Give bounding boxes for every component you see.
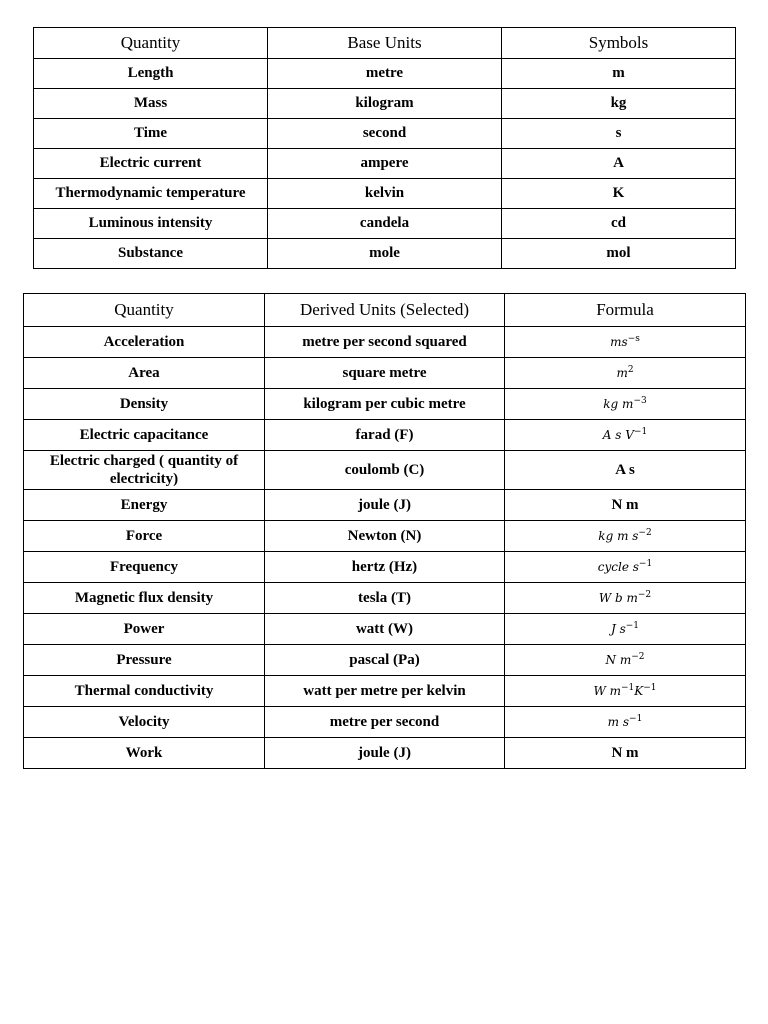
table-row <box>34 209 736 239</box>
unit-cell: ampere <box>268 149 502 179</box>
table-row <box>24 327 746 358</box>
formula-cell: A s <box>505 451 746 490</box>
quantity-cell: Length <box>34 59 268 89</box>
formula-exponent: −2 <box>631 652 645 662</box>
quantity-cell: Substance <box>34 239 268 269</box>
quantity-cell: Frequency <box>24 552 265 583</box>
formula-cell <box>505 358 746 389</box>
formula-exponent: −1 <box>638 559 653 569</box>
unit-cell: mole <box>268 239 502 269</box>
formula-base: kg m s <box>598 529 639 543</box>
quantity-cell: Energy <box>24 490 265 521</box>
formula-cell <box>505 707 746 738</box>
quantity-cell: Magnetic flux density <box>24 583 265 614</box>
column-header-base-units: Base Units <box>268 28 502 59</box>
table-row <box>24 358 746 389</box>
formula-cell <box>505 420 746 451</box>
unit-cell: second <box>268 119 502 149</box>
symbol-cell: K <box>502 179 736 209</box>
table-row <box>24 738 746 769</box>
quantity-cell: Force <box>24 521 265 552</box>
quantity-cell: Electric charged ( quantity of electricity) <box>24 451 265 490</box>
quantity-cell: Work <box>24 738 265 769</box>
formula-cell <box>505 583 746 614</box>
table-row <box>24 645 746 676</box>
symbol-cell: mol <box>502 239 736 269</box>
table-row <box>24 707 746 738</box>
unit-cell: square metre <box>265 358 505 389</box>
quantity-cell: Electric capacitance <box>24 420 265 451</box>
quantity-cell: Density <box>24 389 265 420</box>
column-header-quantity: Quantity <box>24 294 265 327</box>
formula-exponent-2: −1 <box>643 683 657 693</box>
quantity-cell: Velocity <box>24 707 265 738</box>
symbol-cell: A <box>502 149 736 179</box>
quantity-cell: Electric current <box>34 149 268 179</box>
table-row <box>24 389 746 420</box>
table-row <box>34 239 736 269</box>
unit-cell: Newton (N) <box>265 521 505 552</box>
quantity-cell: Acceleration <box>24 327 265 358</box>
quantity-cell: Power <box>24 614 265 645</box>
unit-cell: pascal (Pa) <box>265 645 505 676</box>
formula-base: N m <box>605 653 632 667</box>
formula-exponent: −1 <box>629 714 643 724</box>
formula-base: m s <box>607 715 630 729</box>
table-row <box>34 119 736 149</box>
table-row <box>24 552 746 583</box>
formula-base: ms <box>610 335 628 349</box>
unit-cell: candela <box>268 209 502 239</box>
formula-cell <box>505 645 746 676</box>
quantity-cell: Thermal conductivity <box>24 676 265 707</box>
unit-cell: metre <box>268 59 502 89</box>
formula-base: J s <box>610 622 626 636</box>
formula-cell <box>505 327 746 358</box>
formula-cell <box>505 676 746 707</box>
formula-cell <box>505 614 746 645</box>
symbol-cell: cd <box>502 209 736 239</box>
formula-exponent: −3 <box>633 396 647 406</box>
formula-exponent: 2 <box>627 365 634 375</box>
formula-exponent: −s <box>627 334 640 344</box>
formula-cell <box>505 521 746 552</box>
column-header-symbols: Symbols <box>502 28 736 59</box>
symbol-cell: kg <box>502 89 736 119</box>
table-row <box>34 89 736 119</box>
unit-cell: kilogram <box>268 89 502 119</box>
formula-base: A s V <box>602 428 634 442</box>
quantity-cell: Luminous intensity <box>34 209 268 239</box>
table-row <box>34 179 736 209</box>
unit-cell: joule (J) <box>265 738 505 769</box>
unit-cell: joule (J) <box>265 490 505 521</box>
column-header-derived-units: Derived Units (Selected) <box>265 294 505 327</box>
formula-cell: N m <box>505 738 746 769</box>
unit-cell: tesla (T) <box>265 583 505 614</box>
table-row <box>24 676 746 707</box>
formula-cell <box>505 389 746 420</box>
formula-base: W m <box>593 684 621 698</box>
table-row <box>24 614 746 645</box>
symbol-cell: s <box>502 119 736 149</box>
quantity-cell: Mass <box>34 89 268 119</box>
unit-cell: kelvin <box>268 179 502 209</box>
unit-cell: hertz (Hz) <box>265 552 505 583</box>
formula-exponent: −1 <box>625 621 640 631</box>
unit-cell: watt per metre per kelvin <box>265 676 505 707</box>
formula-base-2: K <box>634 684 644 698</box>
table-header-row <box>34 28 736 59</box>
table-row <box>24 451 746 490</box>
formula-exponent: −1 <box>633 427 648 437</box>
table-row <box>24 521 746 552</box>
base-units-table <box>33 27 736 269</box>
unit-cell: metre per second squared <box>265 327 505 358</box>
table-row <box>34 149 736 179</box>
table-row <box>24 490 746 521</box>
quantity-cell: Pressure <box>24 645 265 676</box>
quantity-cell: Thermodynamic temperature <box>34 179 268 209</box>
formula-cell: N m <box>505 490 746 521</box>
formula-base: kg m <box>603 397 634 411</box>
quantity-cell: Time <box>34 119 268 149</box>
table-row <box>34 59 736 89</box>
derived-units-table <box>23 293 746 769</box>
unit-cell: watt (W) <box>265 614 505 645</box>
formula-base: cycle s <box>597 560 639 574</box>
formula-exponent: −2 <box>638 528 652 538</box>
unit-cell: coulomb (C) <box>265 451 505 490</box>
table-row <box>24 420 746 451</box>
symbol-cell: m <box>502 59 736 89</box>
formula-exponent: −2 <box>637 590 652 600</box>
unit-cell: metre per second <box>265 707 505 738</box>
quantity-cell: Area <box>24 358 265 389</box>
unit-cell: farad (F) <box>265 420 505 451</box>
formula-base: W b m <box>598 591 638 605</box>
column-header-quantity: Quantity <box>34 28 268 59</box>
formula-cell <box>505 552 746 583</box>
formula-base: m <box>616 366 628 380</box>
column-header-formula: Formula <box>505 294 746 327</box>
unit-cell: kilogram per cubic metre <box>265 389 505 420</box>
table-header-row <box>24 294 746 327</box>
table-row <box>24 583 746 614</box>
formula-exponent: −1 <box>621 683 635 693</box>
